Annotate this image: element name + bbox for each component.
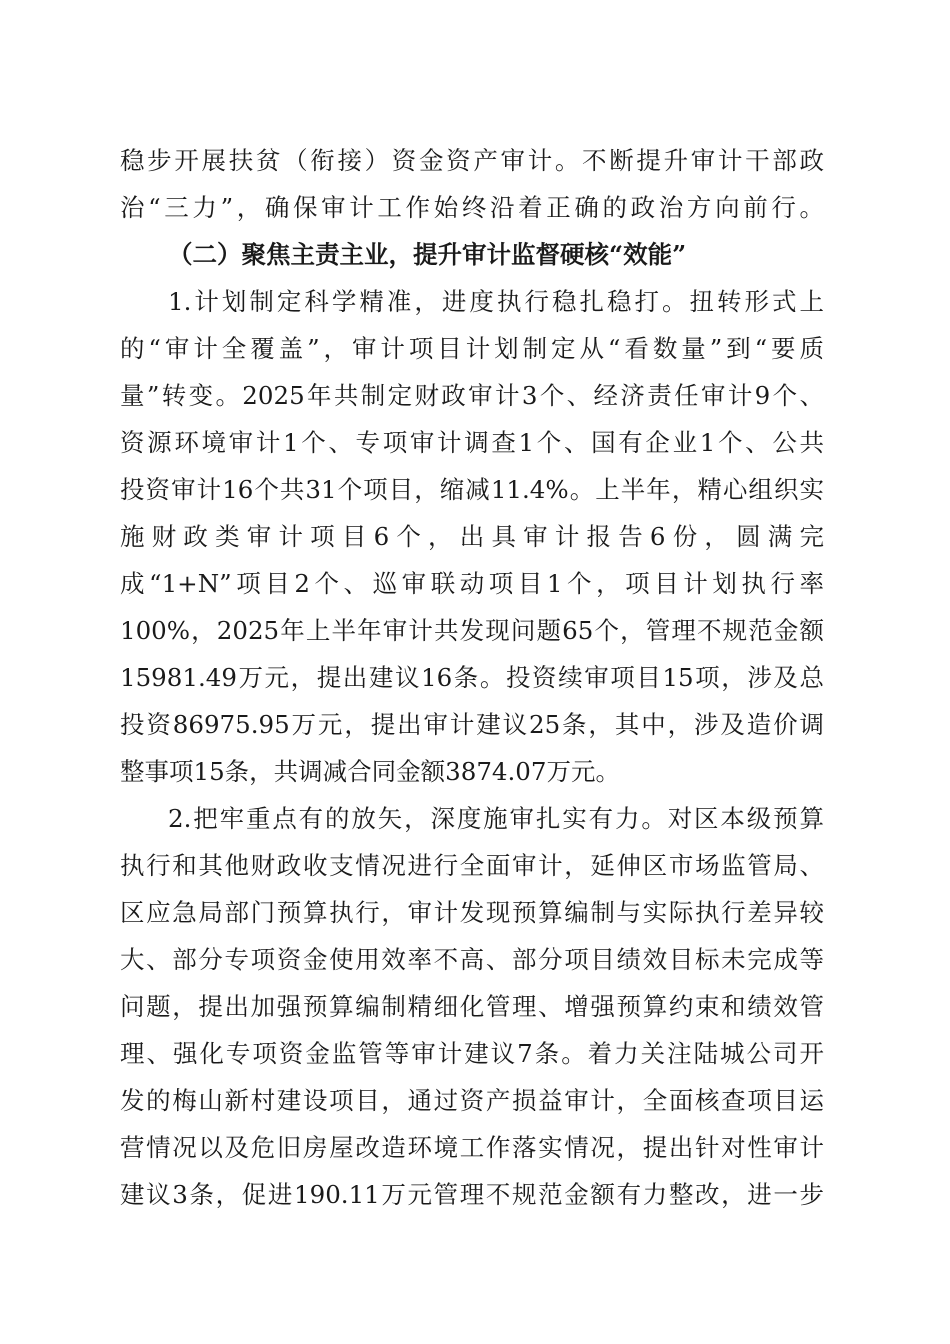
paragraph-line: 大、部分专项资金使用效率不高、部分项目绩效目标未完成等 xyxy=(120,945,824,974)
paragraph-line: 投资86975.95万元，提出审计建议25条，其中，涉及造价调 xyxy=(120,710,824,739)
paragraph-line: 治“三力”，确保审计工作始终沿着正确的政治方向前行。 xyxy=(120,193,824,222)
paragraph-line: 执行和其他财政收支情况进行全面审计，延伸区市场监管局、 xyxy=(120,851,824,880)
paragraph-line: 1.计划制定科学精准，进度执行稳扎稳打。扭转形式上 xyxy=(168,287,824,316)
paragraph-line: 问题，提出加强预算编制精细化管理、增强预算约束和绩效管 xyxy=(120,992,824,1021)
paragraph-line: 区应急局部门预算执行，审计发现预算编制与实际执行差异较 xyxy=(120,898,824,927)
paragraph-line: 发的梅山新村建设项目，通过资产损益审计，全面核查项目运 xyxy=(120,1086,824,1115)
paragraph-line: 营情况以及危旧房屋改造环境工作落实情况，提出针对性审计 xyxy=(120,1133,824,1162)
paragraph-line: 施财政类审计项目6个，出具审计报告6份，圆满完 xyxy=(120,522,824,551)
paragraph-line: 建议3条，促进190.11万元管理不规范金额有力整改，进一步 xyxy=(120,1180,824,1209)
paragraph-line: 量”转变。2025年共制定财政审计3个、经济责任审计9个、 xyxy=(120,381,824,410)
paragraph-line: 资源环境审计1个、专项审计调查1个、国有企业1个、公共 xyxy=(120,428,824,457)
paragraph-line: 整事项15条，共调减合同金额3874.07万元。 xyxy=(120,757,620,786)
section-heading: （二）聚焦主责主业，提升审计监督硬核“效能” xyxy=(168,240,687,269)
paragraph-line: 投资审计16个共31个项目，缩减11.4%。上半年，精心组织实 xyxy=(120,475,824,504)
paragraph-line: 100%，2025年上半年审计共发现问题65个，管理不规范金额 xyxy=(120,616,824,645)
paragraph-line: 成“1+N”项目2个、巡审联动项目1个，项目计划执行率 xyxy=(120,569,824,598)
paragraph-line: 15981.49万元，提出建议16条。投资续审项目15项，涉及总 xyxy=(120,663,824,692)
paragraph-line: 稳步开展扶贫（衔接）资金资产审计。不断提升审计干部政 xyxy=(120,146,824,175)
paragraph-line: 理、强化专项资金监管等审计建议7条。着力关注陆城公司开 xyxy=(120,1039,824,1068)
paragraph-line: 2.把牢重点有的放矢，深度施审扎实有力。对区本级预算 xyxy=(168,804,824,833)
paragraph-line: 的“审计全覆盖”，审计项目计划制定从“看数量”到“要质 xyxy=(120,334,824,363)
